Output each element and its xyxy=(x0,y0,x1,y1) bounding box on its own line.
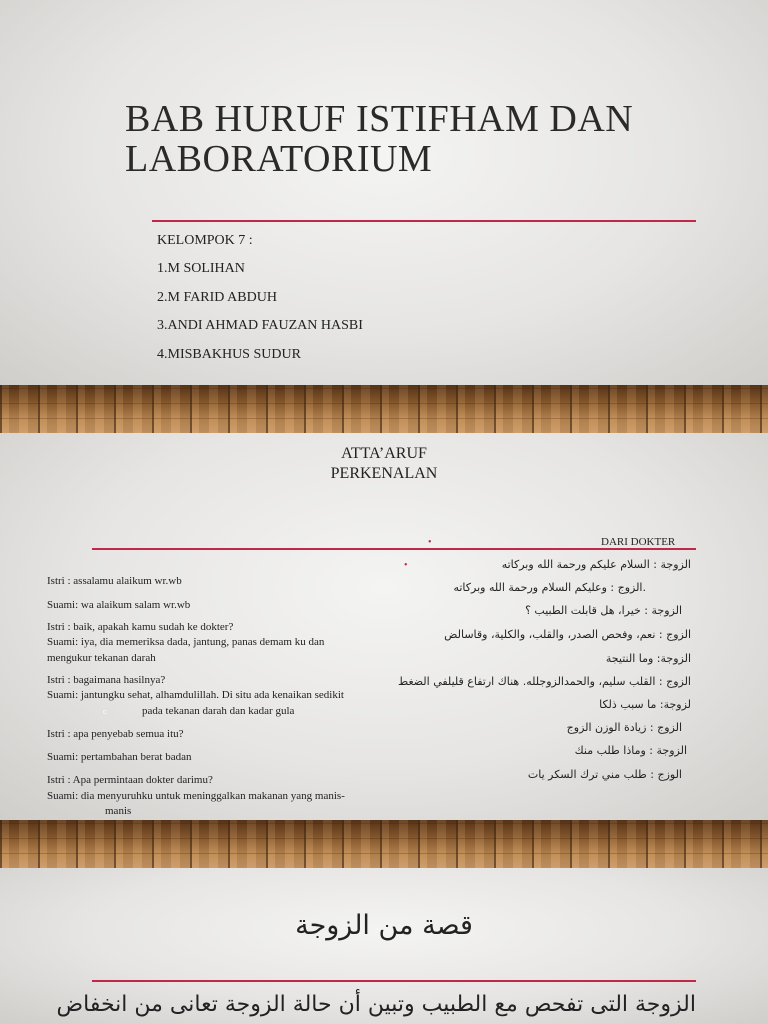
dialog-line-1: Istri : assalamu alaikum wr.wb xyxy=(47,575,182,587)
member-4: 4.MISBAKHUS SUDUR xyxy=(157,347,301,362)
slide1-divider xyxy=(152,220,696,222)
slide3-body-text: الزوجة التى تفحص مع الطبيب وتبين أن حالة الزوجة تعانى من انخفاض xyxy=(56,992,696,1017)
bullet-1: • xyxy=(428,537,432,548)
arabic-line-8: الزوج : زيادة الوزن الزوج xyxy=(566,721,682,734)
slide3-divider xyxy=(92,980,696,982)
dialog-line-3: Istri : baik, apakah kamu sudah ke dokter? xyxy=(47,621,234,633)
dialog-line-13: manis xyxy=(105,805,132,817)
arabic-line-6: الزوج : القلب سليم، والحمدالزوجلله. هناك ارتفاع قليلفي الضغط xyxy=(398,675,691,688)
slide2-title-line2: PERKENALAN xyxy=(330,465,438,482)
slide-2 xyxy=(0,433,768,820)
member-2: 2.M FARID ABDUH xyxy=(157,290,277,305)
slide1-title-line2: LABORATORIUM xyxy=(125,138,433,180)
dialog-line-4: Suami: iya, dia memeriksa dada, jantung, panas demam ku dan xyxy=(47,636,325,648)
group-label: KELOMPOK 7 : xyxy=(157,233,253,248)
dialog-line-9: Istri : apa penyebab semua itu? xyxy=(47,728,184,740)
arabic-line-1: الزوجة : السلام عليكم ورحمة الله وبركاته xyxy=(501,558,691,571)
slide-3 xyxy=(0,868,768,1024)
dialog-line-2: Suami: wa alaikum salam wr.wb xyxy=(47,599,191,611)
arabic-line-4: الزوج : نعم، وفحص الصدر، والقلب، والكلية، وقاسالض xyxy=(444,628,691,641)
slide1-title-line1: BAB HURUF ISTIFHAM DAN xyxy=(125,98,634,140)
slide2-wood-floor xyxy=(0,820,768,868)
dialog-line-6: Istri : bagaimana hasilnya? xyxy=(47,674,166,686)
slide2-title-line1: ATTA’ARUF xyxy=(341,445,427,462)
arabic-line-9: الزوجة : وماذا طلب منك xyxy=(574,744,687,757)
arabic-line-2: .الزوج : وعليكم السلام ورحمة الله وبركاته xyxy=(453,581,646,594)
bullet-2: • xyxy=(404,560,408,571)
arabic-line-3: الزوجة : خيرا، هل قابلت الطبيب ؟ xyxy=(525,604,682,617)
arabic-line-5: الزوجة: وما النتيجة xyxy=(605,652,691,665)
member-1: 1.M SOLIHAN xyxy=(157,261,245,276)
slide-1 xyxy=(0,0,768,385)
dialog-line-7: Suami: jantungku sehat, alhamdulillah. Di situ ada kenaikan sedikit xyxy=(47,689,344,701)
slide2-divider xyxy=(92,548,696,550)
arabic-line-7: لزوجة: ما سبب ذلكا xyxy=(599,698,691,711)
dialog-line-10: Suami: pertambahan berat badan xyxy=(47,751,192,763)
member-3: 3.ANDI AHMAD FAUZAN HASBI xyxy=(157,318,363,333)
slide3-title: قصة من الزوجة xyxy=(295,910,473,941)
dialog-line-5: mengukur tekanan darah xyxy=(47,652,156,664)
arabic-line-10: الوزج : طلب مني ترك السكر يات xyxy=(527,768,682,781)
dialog-line-12: Suami: dia menyuruhku untuk meninggalkan makanan yang manis- xyxy=(47,790,345,802)
stray-char: c xyxy=(103,707,107,716)
arabic-column-header: DARI DOKTER xyxy=(601,536,676,548)
dialog-line-11: Istri : Apa permintaan dokter darimu? xyxy=(47,774,213,786)
slide1-wood-floor xyxy=(0,385,768,433)
dialog-line-8: pada tekanan darah dan kadar gula xyxy=(142,705,295,717)
